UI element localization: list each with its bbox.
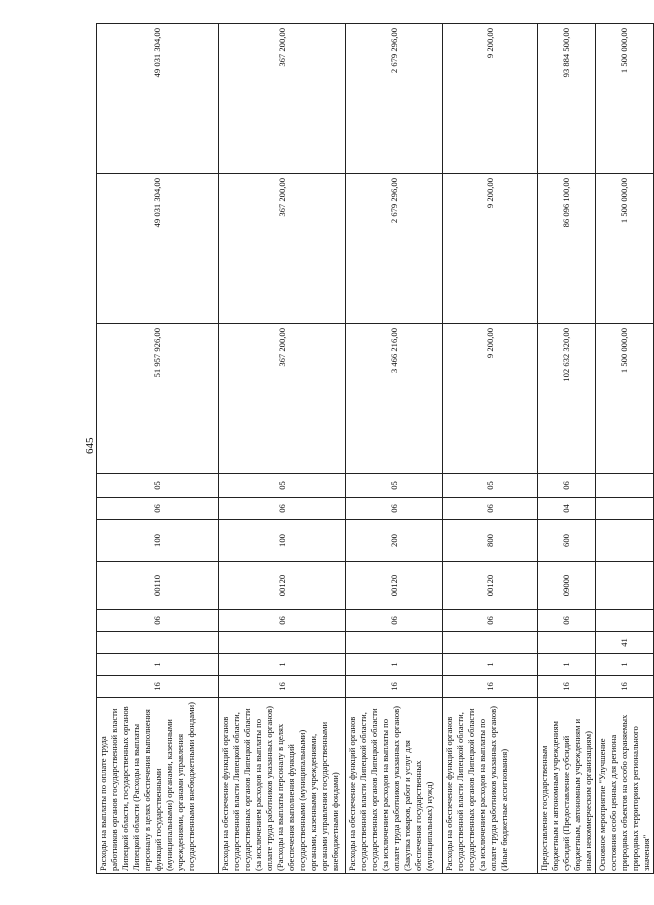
code-cell: 16	[443, 676, 538, 698]
code-cell	[97, 632, 219, 654]
amount-cell: 9 200,00	[443, 324, 538, 474]
code-cell: 05	[346, 474, 443, 498]
amount-cell: 367 200,00	[219, 24, 346, 174]
code-cell: 09000	[538, 562, 596, 610]
code-cell: 16	[596, 676, 654, 698]
table-row	[219, 24, 346, 874]
code-cell: 600	[538, 520, 596, 562]
code-cell: 00110	[97, 562, 219, 610]
table-row	[596, 24, 654, 874]
code-cell: 41	[596, 632, 654, 654]
code-cell: 04	[538, 498, 596, 520]
amount-cell: 367 200,00	[219, 174, 346, 324]
amount-cell: 93 884 500,00	[538, 24, 596, 174]
code-cell: 06	[346, 610, 443, 632]
amount-cell: 49 031 304,00	[97, 24, 219, 174]
code-cell	[596, 610, 654, 632]
code-cell: 06	[346, 498, 443, 520]
code-cell	[443, 632, 538, 654]
amount-cell: 51 957 926,00	[97, 324, 219, 474]
amount-cell: 3 466 216,00	[346, 324, 443, 474]
rotated-page	[56, 24, 651, 874]
row-description: Расходы на обеспечение функций органов государственной власти Липецкой области, государственных органов Липецкой области (за исключением расходов на выплаты по оплате труда работников указанных органов) (Иные бюджетные ассигнования)	[443, 698, 538, 874]
code-cell	[538, 632, 596, 654]
code-cell: 00120	[443, 562, 538, 610]
code-cell: 05	[97, 474, 219, 498]
code-cell: 100	[97, 520, 219, 562]
budget-table	[96, 23, 654, 874]
amount-cell: 2 679 296,00	[346, 24, 443, 174]
row-description: Основное мероприятие "Улучшение состояния особо ценных для региона природных объектов на особо охраняемых природных территориях регионального значения"	[596, 698, 654, 874]
code-cell: 06	[97, 610, 219, 632]
code-cell: 00120	[346, 562, 443, 610]
row-description: Предоставление государственным бюджетным и автономным учреждениям субсидий (Предоставление субсидий бюджетным, автономным учреждениям и иным некоммерческим организациям)	[538, 698, 596, 874]
amount-cell: 2 679 296,00	[346, 174, 443, 324]
table-row	[443, 24, 538, 874]
code-cell: 06	[538, 474, 596, 498]
code-cell: 06	[443, 610, 538, 632]
table-row	[346, 24, 443, 874]
code-cell: 06	[219, 498, 346, 520]
code-cell: 1	[596, 654, 654, 676]
page-number: 645	[84, 437, 96, 454]
code-cell: 16	[538, 676, 596, 698]
amount-cell: 9 200,00	[443, 174, 538, 324]
amount-cell: 1 500 000,00	[596, 24, 654, 174]
code-cell: 200	[346, 520, 443, 562]
code-cell: 1	[346, 654, 443, 676]
code-cell: 06	[219, 610, 346, 632]
code-cell: 00120	[219, 562, 346, 610]
code-cell	[219, 632, 346, 654]
code-cell: 06	[443, 498, 538, 520]
amount-cell: 367 200,00	[219, 324, 346, 474]
code-cell	[596, 474, 654, 498]
table-row	[97, 24, 219, 874]
code-cell	[596, 562, 654, 610]
code-cell: 800	[443, 520, 538, 562]
code-cell: 16	[346, 676, 443, 698]
code-cell: 16	[219, 676, 346, 698]
amount-cell: 102 632 320,00	[538, 324, 596, 474]
amount-cell: 1 500 000,00	[596, 324, 654, 474]
code-cell: 1	[443, 654, 538, 676]
amount-cell: 49 031 304,00	[97, 174, 219, 324]
row-description: Расходы на обеспечение функций органов государственной власти Липецкой области, государственных органов Липецкой области (за исключением расходов на выплаты по оплате труда работников указанных органов) (Расходы на выплаты персоналу в целях обеспечения выполнения функций государственными (муниципальными) органами, казенными учреждениями, органами управления государственными внебюджетными фондами)	[219, 698, 346, 874]
row-description: Расходы на обеспечение функций органов государственной власти Липецкой области, государственных органов Липецкой области (за исключением расходов на выплаты по оплате труда работников указанных органов) (Закупка товаров, работ и услуг для обеспечения государственных (муниципальных) нужд)	[346, 698, 443, 874]
amount-cell: 1 500 000,00	[596, 174, 654, 324]
code-cell: 1	[97, 654, 219, 676]
code-cell	[596, 520, 654, 562]
code-cell: 05	[443, 474, 538, 498]
code-cell: 1	[219, 654, 346, 676]
row-description: Расходы на выплаты по оплате труда работников органов государственной власти Липецкой области, государственных органов Липецкой области (Расходы на выплаты персоналу в целях обеспечения выполнения функций государственными (муниципальными) органами, казенными учреждениями, органами управления государственными внебюджетными фондами)	[97, 698, 219, 874]
code-cell	[346, 632, 443, 654]
code-cell: 1	[538, 654, 596, 676]
code-cell: 06	[538, 610, 596, 632]
code-cell: 06	[97, 498, 219, 520]
code-cell: 05	[219, 474, 346, 498]
table-row	[538, 24, 596, 874]
code-cell: 16	[97, 676, 219, 698]
code-cell	[596, 498, 654, 520]
amount-cell: 9 200,00	[443, 24, 538, 174]
amount-cell: 86 096 100,00	[538, 174, 596, 324]
code-cell: 100	[219, 520, 346, 562]
